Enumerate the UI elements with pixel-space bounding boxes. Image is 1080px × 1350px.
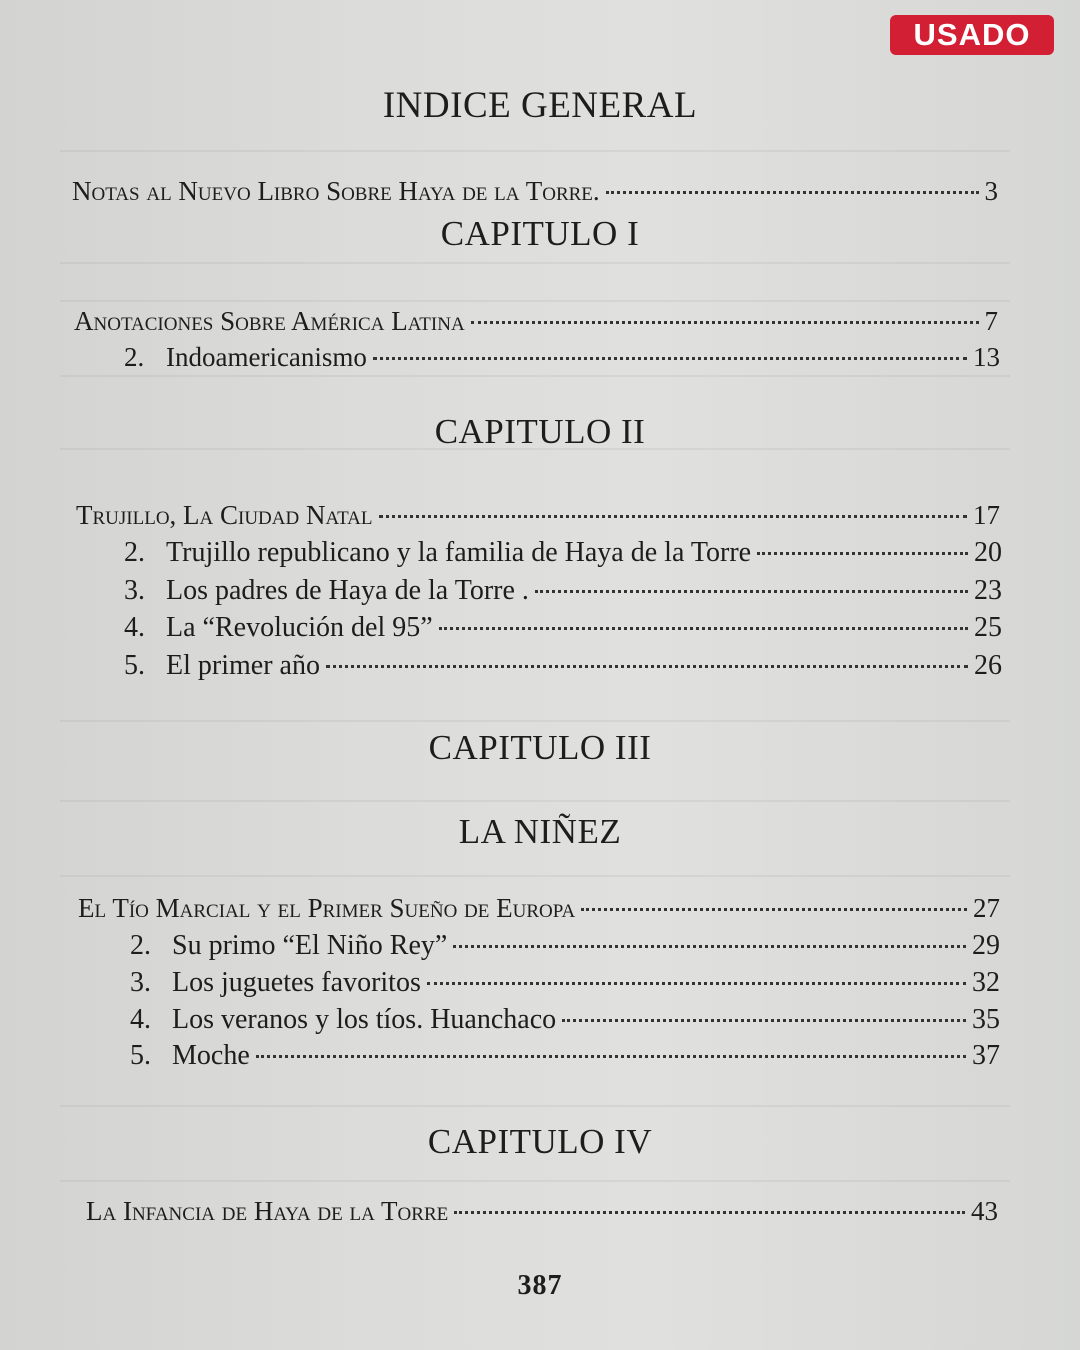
chapter-heading: CAPITULO II xyxy=(434,412,646,451)
toc-entry-label: La Infancia de Haya de la Torre xyxy=(86,1196,449,1226)
toc-entry-page: 43 xyxy=(971,1196,998,1226)
leader-dots xyxy=(471,321,979,324)
toc-entry-number: 3. xyxy=(124,575,145,606)
toc-entry-label: Trujillo, La Ciudad Natal xyxy=(76,500,373,530)
used-badge: USADO xyxy=(890,15,1054,55)
toc-entry-label: Indoamericanismo xyxy=(166,342,367,372)
toc-entry-number: 4. xyxy=(124,612,145,643)
leader-dots xyxy=(606,191,979,194)
toc-entry-page: 23 xyxy=(974,575,1002,606)
toc-entry-page: 13 xyxy=(973,342,1000,372)
leader-dots xyxy=(427,982,966,985)
chapter-heading: CAPITULO III xyxy=(428,728,652,767)
toc-entry-page: 25 xyxy=(974,612,1002,643)
toc-entry xyxy=(124,650,1002,682)
toc-entry xyxy=(124,612,1002,644)
leader-dots xyxy=(256,1055,966,1058)
leader-dots xyxy=(373,357,967,360)
toc-entry-number: 5. xyxy=(130,1040,151,1071)
chapter-heading: CAPITULO IV xyxy=(427,1122,653,1161)
toc-entry-page: 20 xyxy=(974,537,1002,568)
page-number: 387 xyxy=(517,1270,563,1301)
toc-entry-number: 3. xyxy=(130,967,151,998)
toc-entry-label: La “Revolución del 95” xyxy=(166,612,433,643)
toc-entry-label: Notas al Nuevo Libro Sobre Haya de la Torre. xyxy=(72,176,600,206)
toc-entry xyxy=(72,176,998,207)
toc-entry xyxy=(124,342,1000,373)
leader-dots xyxy=(453,945,966,948)
toc-entry-page: 3 xyxy=(984,176,998,206)
toc-entry xyxy=(124,575,1002,607)
toc-entry-page: 7 xyxy=(984,306,998,336)
toc-entry-label: Moche xyxy=(172,1040,250,1071)
toc-entry xyxy=(78,893,1000,924)
toc-entry-label: Los veranos y los tíos. Huanchaco xyxy=(172,1004,557,1035)
toc-entry-page: 26 xyxy=(974,650,1002,681)
toc-entry-page: 29 xyxy=(972,930,1000,961)
leader-dots xyxy=(439,627,968,630)
toc-entry-number: 2. xyxy=(124,342,145,372)
leader-dots xyxy=(379,515,967,518)
toc-entry-label: Su primo “El Niño Rey” xyxy=(172,930,448,961)
toc-entry xyxy=(130,930,1000,962)
toc-entry-label: El Tío Marcial y el Primer Sueño de Europa xyxy=(78,893,576,923)
toc-entry-label: Trujillo republicano y la familia de Haya de la Torre xyxy=(166,537,752,568)
toc-entry-label: Anotaciones Sobre América Latina xyxy=(74,306,465,336)
leader-dots xyxy=(454,1211,965,1214)
toc-entry-page: 35 xyxy=(972,1004,1000,1035)
leader-dots xyxy=(562,1019,966,1022)
toc-entry xyxy=(74,306,998,337)
toc-entry-label: El primer año xyxy=(166,650,320,681)
toc-entry xyxy=(124,537,1002,569)
leader-dots xyxy=(535,590,968,593)
toc-entry xyxy=(130,1004,1000,1036)
leader-dots xyxy=(326,665,968,668)
toc-entry-number: 2. xyxy=(130,930,151,961)
toc-entry-page: 32 xyxy=(972,967,1000,998)
toc-entry xyxy=(86,1196,998,1227)
toc-entry xyxy=(130,1040,1000,1072)
toc-entry xyxy=(130,967,1000,999)
toc-entry-number: 4. xyxy=(130,1004,151,1035)
toc-entry-page: 27 xyxy=(973,893,1000,923)
toc-entry-number: 5. xyxy=(124,650,145,681)
leader-dots xyxy=(581,908,967,911)
toc-entry-label: Los padres de Haya de la Torre . xyxy=(166,575,529,606)
toc-entry xyxy=(76,500,1000,531)
toc-entry-number: 2. xyxy=(124,537,145,568)
toc-entry-label: Los juguetes favoritos xyxy=(172,967,421,998)
leader-dots xyxy=(757,552,968,555)
chapter-subheading: LA NIÑEZ xyxy=(458,812,622,851)
toc-entry-page: 37 xyxy=(972,1040,1000,1071)
chapter-heading: CAPITULO I xyxy=(440,214,640,253)
page-title: INDICE GENERAL xyxy=(382,85,698,126)
toc-entry-page: 17 xyxy=(973,500,1000,530)
